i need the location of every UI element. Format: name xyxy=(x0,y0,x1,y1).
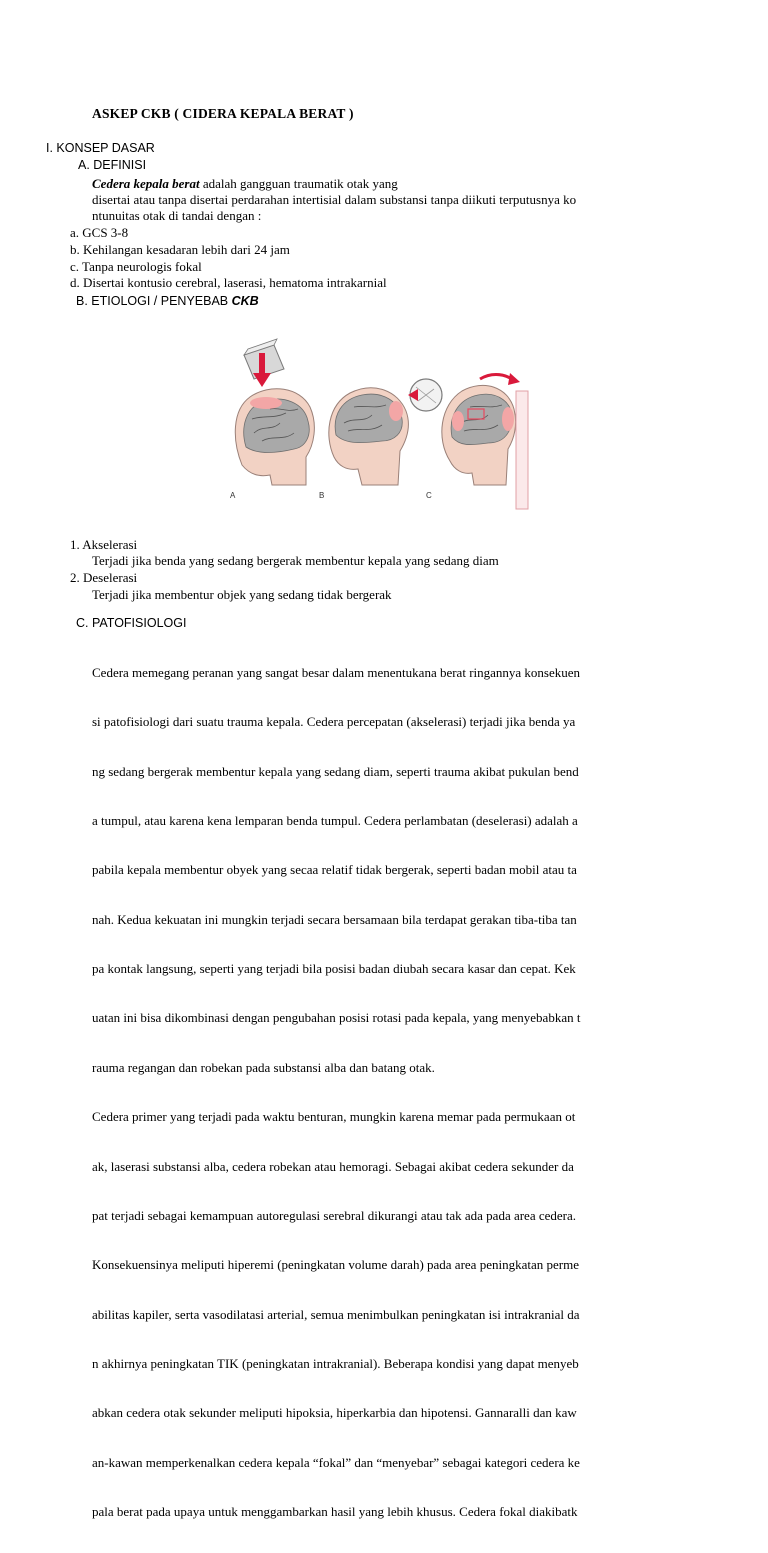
panel-a-head xyxy=(235,339,314,485)
paragraph-line: abkan cedera otak sekunder meliputi hipoksia, hiperkarbia dan hipotensi. Gannaralli dan kaw xyxy=(92,1405,577,1421)
rotation-arrow-icon xyxy=(480,373,520,385)
paragraph-line: rauma regangan dan robekan pada substansi alba dan batang otak. xyxy=(92,1059,435,1075)
document-title: ASKEP CKB ( CIDERA KEPALA BERAT ) xyxy=(92,106,354,121)
etiologi-heading-text: B. ETIOLOGI / PENYEBAB xyxy=(76,294,232,308)
paragraph-line: nah. Kedua kekuatan ini mungkin terjadi secara bersamaan bila terdapat gerakan tiba-tiba tan xyxy=(92,911,577,927)
paragraph-line: uatan ini bisa dikombinasi dengan pengubahan posisi rotasi pada kepala, yang menyebabkan t xyxy=(92,1010,581,1026)
definition-line-1 xyxy=(92,176,398,192)
paragraph-line: pabila kepala membentur obyek yang secaa relatif tidak bergerak, seperti badan mobil atau ta xyxy=(92,862,577,878)
paragraph-line: n akhirnya peningkatan TIK (peningkatan intrakranial). Beberapa kondisi yang dapat menyeb xyxy=(92,1355,579,1371)
paragraph-line: Konsekuensinya meliputi hiperemi (peningkatan volume darah) pada area peningkatan perme xyxy=(92,1257,579,1273)
head-trauma-illustration xyxy=(222,335,530,515)
criteria-item: d. Disertai kontusio cerebral, laserasi, hematoma intrakarnial xyxy=(70,275,387,290)
definition-line-3: ntunuitas otak di tandai dengan : xyxy=(92,208,262,223)
cause-description: Terjadi jika membentur objek yang sedang tidak bergerak xyxy=(92,587,392,602)
paragraph-line: Cedera primer yang terjadi pada waktu benturan, mungkin karena memar pada permukaan ot xyxy=(92,1109,576,1125)
subsection-etiologi-heading xyxy=(76,293,259,309)
patofisiologi-paragraph xyxy=(92,632,682,1553)
paragraph-line: pala berat pada upaya untuk menggambarkan hasil yang lebih khusus. Cedera fokal diakibatk xyxy=(92,1504,578,1520)
moving-object-icon xyxy=(408,379,442,411)
paragraph-line: Cedera memegang peranan yang sangat besar dalam menentukana berat ringannya konsekuen xyxy=(92,664,581,680)
cause-description: Terjadi jika benda yang sedang bergerak membentur kepala yang sedang diam xyxy=(92,553,499,568)
figure-label-b: B xyxy=(319,491,325,500)
paragraph-line: pa kontak langsung, seperti yang terjadi bila posisi badan diubah secara kasar dan cepat. Kek xyxy=(92,961,576,977)
panel-c-head xyxy=(442,373,528,509)
definition-line-2: disertai atau tanpa disertai perdarahan intertisial dalam substansi tanpa diikuti terputusnya ko xyxy=(92,192,577,207)
definition-term: Cedera kepala berat xyxy=(92,176,200,191)
paragraph-line: an-kawan memperkenalkan cedera kepala “fokal” dan “menyebar” sebagai kategori cedera ke xyxy=(92,1454,580,1470)
paragraph-line: abilitas kapiler, serta vasodilatasi arterial, semua menimbulkan peningkatan isi intrakranial da xyxy=(92,1306,580,1322)
criteria-item: b. Kehilangan kesadaran lebih dari 24 jam xyxy=(70,242,290,257)
paragraph-line: pat terjadi sebagai kemampuan autoregulasi serebral dikurangi atau tak ada pada area cedera. xyxy=(92,1207,577,1223)
paragraph-line: si patofisiologi dari suatu trauma kepala. Cedera percepatan (akselerasi) terjadi jika benda ya xyxy=(92,714,576,730)
subsection-patofisiologi-heading: C. PATOFISIOLOGI xyxy=(76,616,187,630)
paragraph-line: ak, laserasi substansi alba, cedera robekan atau hemoragi. Sebagai akibat cedera sekunder da xyxy=(92,1158,574,1174)
panel-b-head xyxy=(329,379,442,485)
wall-icon xyxy=(516,391,528,509)
criteria-item: a. GCS 3-8 xyxy=(70,225,129,240)
subsection-definisi-heading: A. DEFINISI xyxy=(78,158,147,172)
cause-label: 1. Akselerasi xyxy=(70,537,138,552)
figure-label-a: A xyxy=(230,491,236,500)
paragraph-line: a tumpul, atau karena kena lemparan benda tumpul. Cedera perlambatan (deselerasi) adalah a xyxy=(92,812,578,828)
paragraph-line: ng sedang bergerak membentur kepala yang sedang diam, seperti trauma akibat pukulan bend xyxy=(92,763,579,779)
cause-label: 2. Deselerasi xyxy=(70,570,138,585)
etiologi-heading-bold: CKB xyxy=(231,294,259,308)
figure-label-c: C xyxy=(426,491,432,500)
definition-text: adalah gangguan traumatik otak yang xyxy=(199,176,398,191)
section-konsep-dasar-heading: I. KONSEP DASAR xyxy=(46,141,155,155)
criteria-item: c. Tanpa neurologis fokal xyxy=(70,259,202,274)
